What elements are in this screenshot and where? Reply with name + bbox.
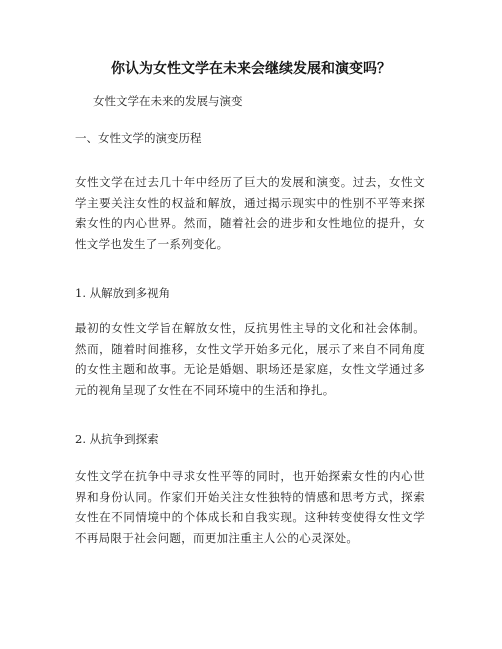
document-subtitle: 女性文学在未来的发展与演变 [93, 94, 243, 108]
subsection-heading-liberation: 1. 从解放到多视角 [75, 286, 171, 300]
document-title: 你认为女性文学在未来会继续发展和演变吗？ [111, 61, 391, 77]
subsection-paragraph-exploration: 女性文学在抗争中寻求女性平等的同时，也开始探索女性的内心世界和身份认同。作家们开始关注女性独特的情感和思考方式，探索女性在不同情境中的个体成长和自我实现。这种转变使得女性文学不再局限于社会问题，而更加注重主人公的心灵深处。 [75, 469, 425, 545]
subsection-paragraph-liberation: 最初的女性文学旨在解放女性，反抗男性主导的文化和社会体制。然而，随着时间推移，女性文学开始多元化，展示了来自不同角度的女性主题和故事。无论是婚姻、职场还是家庭，女性文学通过多元的视角呈现了女性在不同环境中的生活和挣扎。 [75, 321, 425, 397]
section-paragraph-evolution: 女性文学在过去几十年中经历了巨大的发展和演变。过去，女性文学主要关注女性的权益和解放，通过揭示现实中的性别不平等来探索女性的内心世界。然而，随着社会的进步和女性地位的提升，女性文学也发生了一系列变化。 [75, 175, 425, 251]
section-heading-evolution: 一、女性文学的演变历程 [75, 131, 202, 145]
subsection-heading-exploration: 2. 从抗争到探索 [75, 432, 159, 446]
